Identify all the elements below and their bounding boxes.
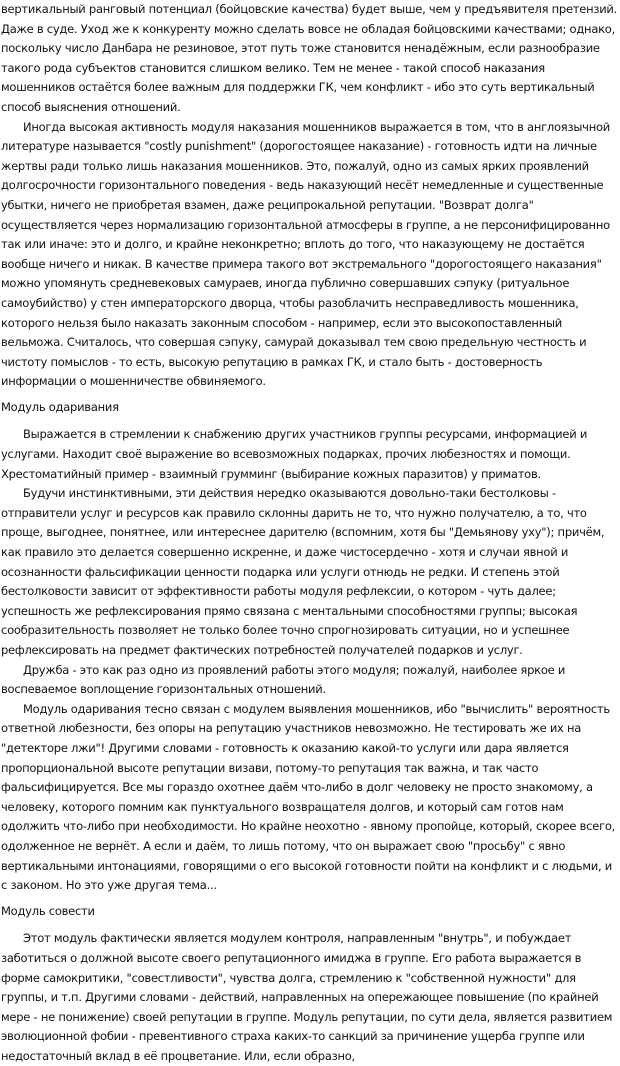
paragraph: Дружба - это как раз одно из проявлений работы этого модуля; пожалуй, наиболее яркое и воспеваемое воплощение горизонтальных отношений. [1, 662, 566, 697]
paragraph: Этот модуль фактически является модулем контроля, направленным "внутрь", и побуждает заботиться о должной высоте своего репутационного имиджа в группе. Его работа выражается в форме самокритики, "совестливости", чувства долга, стремлению к "собственной нужности" для группы, и т.п. Другими словами - действий, направленных на опережающее повышение (по крайней мере - не понижение) своей репутации в группе. Модуль репутации, по сути дела, является развитием эволюционной фобии - превентивного страха каких-то санкций за причинение ущерба группе или недостаточный вклад в её процветание. Или, если образно, [1, 931, 613, 1063]
paragraph: вертикальный ранговый потенциал (бойцовские качества) будет выше, чем у предъявителя претензий. Даже в суде. Уход же к конкуренту можно сделать вовсе не обладая бойцовскими качествами; однако, поскольку число Данбара не резиновое, этот путь тоже становится ненадёжным, если разнообразие такого рода субъектов становится слишком велико. Тем не менее - такой способ наказания мошенников остаётся более важным для поддержки ГК, чем конфликт - ибо это суть вертикальный способ выяснения отношений. [1, 2, 618, 114]
paragraph: Иногда высокая активность модуля наказания мошенников выражается в том, что в англоязычной литературе называется "costly punishment" (дорогостоящее наказание) - готовность идти на личные жертвы ради только лишь наказания мошенников. Это, пожалуй, одно из самых ярких проявлений долгосрочности горизонтального поведения - ведь наказующий несёт немедленные и существенные убытки, ничего не приобретая взамен, даже реципрокальной репутации. "Возврат долга" осуществляется через нормализацию горизонтальной атмосферы в группе, а не персонифицированно так или иначе: это и долго, и крайне неконкретно; вплоть до того, что наказующему не достаётся вообще ничего и никак. В качестве примера такого вот экстремального "дорогостоящего наказания" можно упомянуть средневековых самураев, иногда публично совершавших сэпуку (ритуальное самоубийство) у стен императорского дворца, чтобы разоблачить несправедливость мошенника, которого нельзя было наказать законным способом - например, если это высокопоставленный вельможа. Считалось, что совершая сэпуку, самурай доказывал тем свою предельную честность и чистоту помыслов - то есть, высокую репутацию в рамках ГК, и стало быть - достоверность информации о мошенничестве обвиняемого. [1, 119, 610, 389]
paragraph: Будучи инстинктивными, эти действия нередко оказываются довольно-таки бестолковы - отправители услуг и ресурсов как правило склонны дарить не то, что нужно получателю, а то, что проще, выгоднее, понятнее, или интереснее дарителю (вспомним, хотя бы "Демьянову уху"); причём, как правило это делается совершенно искренне, и даже чистосердечно - хотя и случаи явной и осознанности фальсификации ценности подарка или услуги отнюдь не редки. И степень этой бестолковости зависит от эффективности работы модуля рефлексии, о котором - чуть далее; успешность же рефлексирования прямо связана с ментальными способностями группы; высокая сообразительность позволяет не только более точно спрогнозировать ситуации, но и успешнее рефлексировать на предмет фактических потребностей получателей подарков и услуг. [1, 486, 605, 657]
section-heading-gift: Модуль одаривания [1, 399, 119, 414]
section-heading-conscience: Модуль совести [1, 903, 95, 918]
paragraph: Выражается в стремлении к снабжению других участников группы ресурсами, информацией и услугами. Находит своё выражение во всевозможных подарках, прочих любезностях и помощи. Хрестоматийный пример - взаимный грумминг (выбирание кожных паразитов) у приматов. [1, 427, 588, 481]
paragraph: Модуль одаривания тесно связан с модулем выявления мошенников, ибо "вычислить" вероятность ответной любезности, без опоры на репутацию участников невозможно. Не тестировать же их на "детекторе лжи"! Другими словами - готовность к оказанию какой-то услуги или дара является пропорциональной высоте репутации визави, потому-то репутация так важна, и так часто фальсифицируется. Все мы гораздо охотнее даём что-либо в долг человеку не просто знакомому, а человеку, которого помним как пунктуального возвращателя долгов, и который сам готов нам одолжить что-либо при необходимости. Но крайне неохотно - явному пропойце, который, скорее всего, одолженное не вернёт. А если и даём, то лишь потому, что он выражает свою "просьбу" с явно вертикальными интонациями, говорящими о его высокой готовности пойти на конфликт и с людьми, и с законом. Но это уже другая тема... [1, 701, 616, 893]
